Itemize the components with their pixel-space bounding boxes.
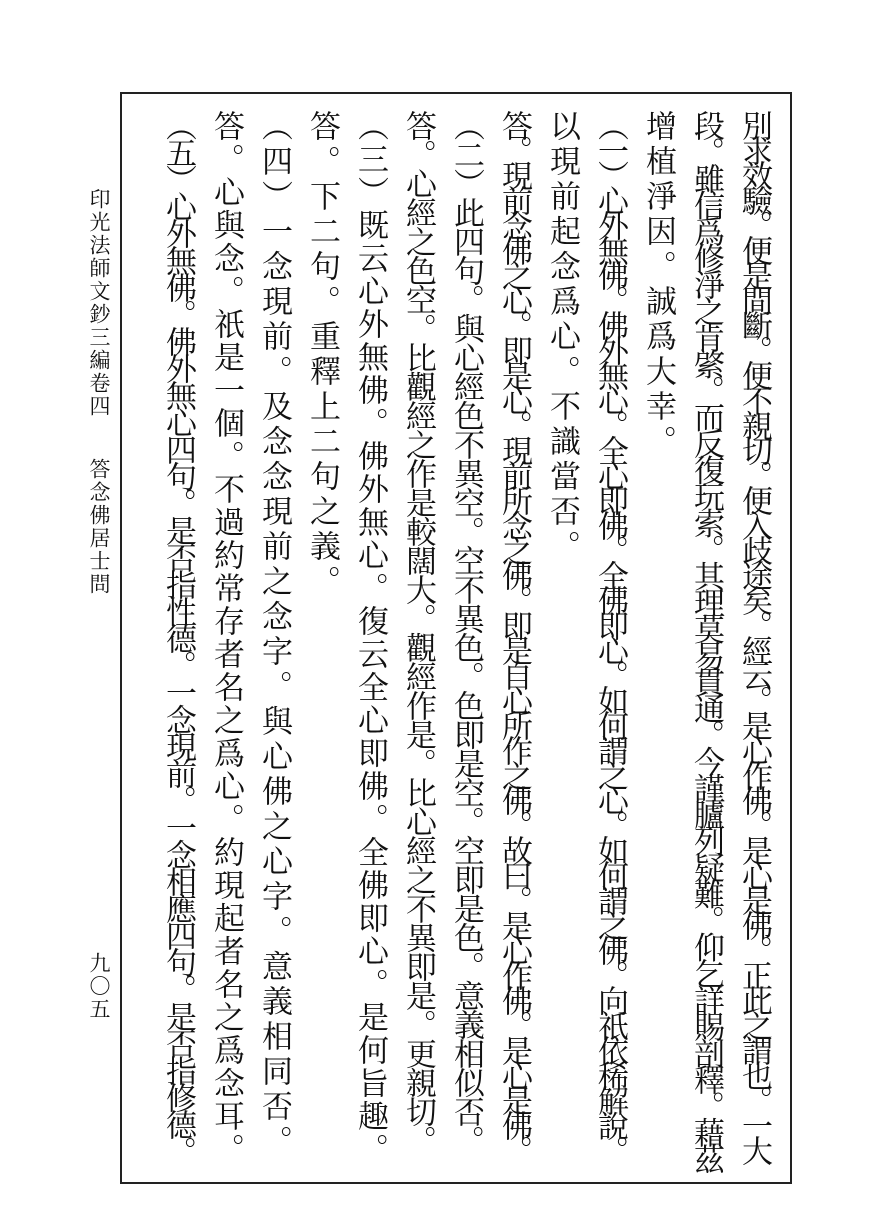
text-column-13: （五）心外無佛。佛外無心四句。是否指性德。一念現前。一念相應四句。是否指修德。 bbox=[160, 110, 196, 1163]
text-column-2: 段。雖信爲修淨之肯綮。而反復玩索。其理莫易貫通。今謹臚列疑難。仰乞詳賜剖釋。藉茲 bbox=[688, 110, 724, 1170]
text-column-7: （二）此四句。與心經色不異空。空不異色。色即是空。空即是色。意義相似否。 bbox=[448, 110, 484, 1154]
text-column-5: 以現前起念爲心。不識當否。 bbox=[544, 110, 580, 565]
text-column-9: （三）既云心外無佛。佛外無心。復云全心即佛。全佛即心。是何旨趣。 bbox=[352, 110, 388, 1166]
page-number: 九〇五 bbox=[87, 952, 111, 1021]
text-column-6: 答。現前念佛之心。即是心。現前所念之佛。即是自心所作之佛。故曰。是心作佛。是心是佛。 bbox=[496, 110, 532, 1160]
text-column-8: 答。心經之色空。比觀經之作是較闊大。觀經作是。比心經之不異即是。更親切。 bbox=[400, 110, 436, 1154]
gutter-rule bbox=[120, 92, 122, 1184]
text-column-1: 別求效驗。便是間斷。便不親切。便入歧途矣。經云。是心作佛。是心是佛。正此之謂也。一大 bbox=[736, 110, 772, 1160]
text-column-10: 答。下二句。重釋上二句之義。 bbox=[304, 110, 340, 600]
text-column-12: 答。心與念。祇是一個。不過約常存者名之爲心。約現起者名之爲念耳。 bbox=[208, 110, 244, 1166]
section-title: 答念佛居士問 bbox=[87, 458, 111, 596]
text-column-4: （一）心外無佛。佛外無心。全心即佛。全佛即心。如何謂之心。如何謂之佛。向祇依稀解說。 bbox=[592, 110, 628, 1160]
text-column-11: （四）一念現前。及念念現前之念字。與心佛之心字。意義相同否。 bbox=[256, 110, 292, 1160]
text-column-3: 增植淨因。誠爲大幸。 bbox=[640, 110, 676, 460]
book-title: 印光法師文鈔三編卷四 bbox=[87, 188, 111, 418]
